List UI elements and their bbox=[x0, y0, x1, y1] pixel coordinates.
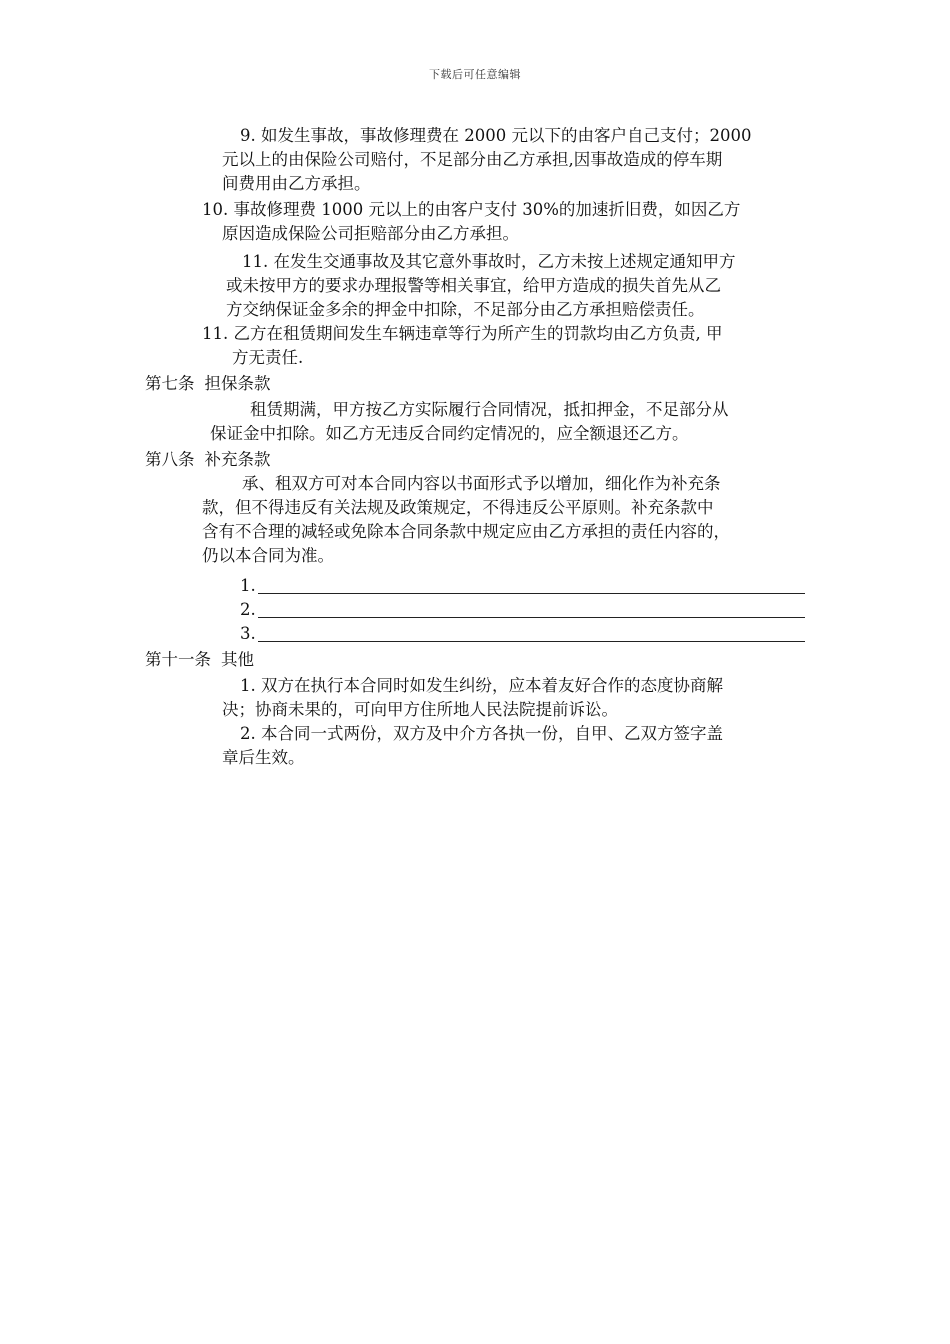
article-8-body bbox=[202, 472, 807, 568]
article-7-line: 租赁期满，甲方按乙方实际履行合同情况，抵扣押金，不足部分从 bbox=[250, 400, 729, 419]
article-11-item-line: 章后生效。 bbox=[222, 748, 305, 767]
article-7-title: 担保条款 bbox=[204, 374, 271, 393]
article-11-item-2 bbox=[222, 722, 807, 770]
article-8-title: 补充条款 bbox=[204, 450, 271, 469]
clause-10-line: 10. 事故修理费 1000 元以上的由客户支付 30%的加速折旧费，如因乙方 bbox=[202, 200, 741, 219]
article-8-heading bbox=[145, 448, 271, 472]
supplement-blank-3[interactable] bbox=[240, 622, 805, 646]
supplement-blank-line[interactable] bbox=[258, 575, 805, 594]
article-7-line: 保证金中扣除。如乙方无违反合同约定情况的，应全额退还乙方。 bbox=[210, 424, 689, 443]
article-7-number: 第七条 bbox=[145, 374, 195, 393]
article-8-line: 承、租双方可对本合同内容以书面形式予以增加，细化作为补充条 bbox=[242, 474, 721, 493]
supplement-blank-number: 2. bbox=[240, 600, 256, 619]
supplement-blank-number: 1. bbox=[240, 576, 256, 595]
article-7-heading bbox=[145, 372, 271, 396]
clause-9-line: 间费用由乙方承担。 bbox=[222, 174, 371, 193]
clause-9-line: 9. 如发生事故，事故修理费在 2000 元以下的由客户自己支付；2000 bbox=[240, 126, 752, 145]
clause-11-accident bbox=[226, 250, 807, 322]
supplement-blank-number: 3. bbox=[240, 624, 256, 643]
article-11-item-line: 决；协商未果的，可向甲方住所地人民法院提前诉讼。 bbox=[222, 700, 618, 719]
supplement-blank-line[interactable] bbox=[258, 623, 805, 642]
clause-11-violation-line: 方无责任. bbox=[232, 348, 304, 367]
article-8-line: 仍以本合同为准。 bbox=[202, 546, 334, 565]
clause-10-line: 原因造成保险公司拒赔部分由乙方承担。 bbox=[222, 224, 519, 243]
clause-9 bbox=[222, 124, 807, 196]
article-8-number: 第八条 bbox=[145, 450, 195, 469]
article-11-item-1 bbox=[222, 674, 807, 722]
page-header: 下载后可任意编辑 bbox=[429, 68, 521, 81]
article-11-heading bbox=[145, 648, 254, 672]
clause-9-line: 元以上的由保险公司赔付，不足部分由乙方承担,因事故造成的停车期 bbox=[222, 150, 723, 169]
clause-11-violation-line: 11. 乙方在租赁期间发生车辆违章等行为所产生的罚款均由乙方负责, 甲 bbox=[202, 324, 723, 343]
article-11-item-line: 1. 双方在执行本合同时如发生纠纷，应本着友好合作的态度协商解 bbox=[240, 676, 723, 695]
clause-11-accident-line: 或未按甲方的要求办理报警等相关事宜，给甲方造成的损失首先从乙 bbox=[226, 276, 721, 295]
article-11-title: 其他 bbox=[221, 650, 254, 669]
clause-11-accident-line: 方交纳保证金多余的押金中扣除，不足部分由乙方承担赔偿责任。 bbox=[226, 300, 705, 319]
supplement-blank-2[interactable] bbox=[240, 598, 805, 622]
article-11-number: 第十一条 bbox=[145, 650, 211, 669]
article-11-item-line: 2. 本合同一式两份，双方及中介方各执一份，自甲、乙双方签字盖 bbox=[240, 724, 723, 743]
supplement-blank-line[interactable] bbox=[258, 599, 805, 618]
clause-11-accident-line: 11. 在发生交通事故及其它意外事故时，乙方未按上述规定通知甲方 bbox=[242, 252, 736, 271]
article-7-body bbox=[210, 398, 807, 446]
clause-10 bbox=[202, 198, 807, 246]
article-8-line: 含有不合理的减轻或免除本合同条款中规定应由乙方承担的责任内容的， bbox=[202, 522, 730, 541]
supplement-blank-1[interactable] bbox=[240, 574, 805, 598]
clause-11-violation bbox=[202, 322, 807, 370]
article-8-line: 款，但不得违反有关法规及政策规定，不得违反公平原则。补充条款中 bbox=[202, 498, 714, 517]
